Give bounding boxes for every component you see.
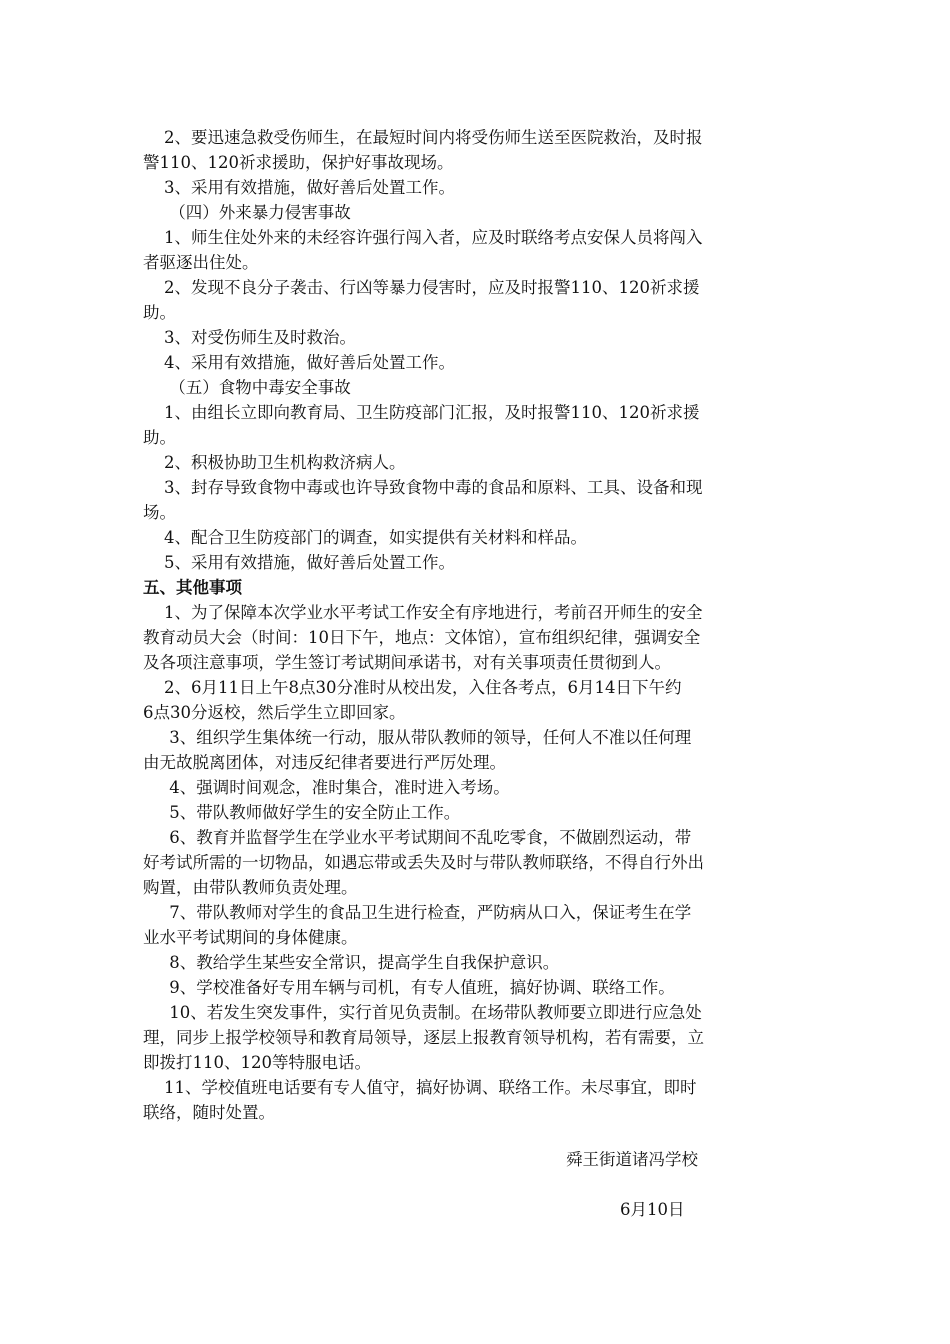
signature-date: 6月10日	[620, 1200, 685, 1219]
text-line: 7、带队教师对学生的食品卫生进行检查，严防病从口入，保证考生在学	[143, 903, 692, 922]
text-line: 联络，随时处置。	[143, 1103, 275, 1122]
paragraph	[143, 550, 808, 575]
paragraph	[143, 450, 808, 475]
text-line: 助。	[143, 303, 176, 322]
text-line: 6点30分返校，然后学生立即回家。	[143, 703, 406, 722]
text-line: 4、强调时间观念，准时集合，准时进入考场。	[143, 778, 510, 797]
text-line: 1、为了保障本次学业水平考试工作安全有序地进行，考前召开师生的安全	[143, 603, 703, 622]
text-line: 5、带队教师做好学生的安全防止工作。	[143, 803, 461, 822]
paragraph	[143, 975, 808, 1000]
paragraph	[143, 900, 808, 950]
text-line: 购置，由带队教师负责处理。	[143, 878, 358, 897]
text-line: 者驱逐出住处。	[143, 253, 259, 272]
paragraph	[143, 1000, 808, 1075]
text-line: 1、由组长立即向教育局、卫生防疫部门汇报，及时报警110、120祈求援	[143, 403, 700, 422]
text-line: 教育动员大会（时间：10日下午，地点：文体馆），宣布组织纪律，强调安全	[143, 628, 701, 647]
text-line: （五）食物中毒安全事故	[143, 378, 351, 397]
text-line: 11、学校值班电话要有专人值守，搞好协调、联络工作。未尽事宜，即时	[143, 1078, 697, 1097]
paragraph	[143, 600, 808, 675]
text-line: 由无故脱离团体，对违反纪律者要进行严厉处理。	[143, 753, 506, 772]
text-line: （四）外来暴力侵害事故	[143, 203, 351, 222]
paragraph	[143, 225, 808, 275]
paragraph	[143, 400, 808, 450]
paragraph	[143, 125, 808, 175]
text-line: 即拨打110、120等特服电话。	[143, 1053, 371, 1072]
section-heading	[143, 575, 808, 600]
paragraph	[143, 525, 808, 550]
paragraph	[143, 775, 808, 800]
text-line: 业水平考试期间的身体健康。	[143, 928, 358, 947]
text-line: 2、积极协助卫生机构救济病人。	[143, 453, 406, 472]
paragraph	[143, 475, 808, 525]
text-line: 2、6月11日上午8点30分准时从校出发，入住各考点，6月14日下午约	[143, 678, 682, 697]
subsection-heading	[143, 200, 808, 225]
text-line: 5、采用有效措施，做好善后处置工作。	[143, 553, 455, 572]
paragraph	[143, 800, 808, 825]
paragraph	[143, 950, 808, 975]
text-line: 3、对受伤师生及时救治。	[143, 328, 356, 347]
text-line: 4、配合卫生防疫部门的调查，如实提供有关材料和样品。	[143, 528, 587, 547]
document-body	[143, 125, 808, 1125]
text-line: 3、采用有效措施，做好善后处置工作。	[143, 178, 455, 197]
text-line: 2、要迅速急救受伤师生，在最短时间内将受伤师生送至医院救治，及时报	[143, 128, 703, 147]
paragraph	[143, 675, 808, 725]
paragraph	[143, 325, 808, 350]
text-line: 10、若发生突发事件，实行首见负责制。在场带队教师要立即进行应急处	[143, 1003, 702, 1022]
text-line: 6、教育并监督学生在学业水平考试期间不乱吃零食，不做剧烈运动，带	[143, 828, 692, 847]
text-line: 1、师生住处外来的未经容许强行闯入者，应及时联络考点安保人员将闯入	[143, 228, 703, 247]
text-line: 2、发现不良分子袭击、行凶等暴力侵害时，应及时报警110、120祈求援	[143, 278, 700, 297]
subsection-heading	[143, 375, 808, 400]
paragraph	[143, 175, 808, 200]
text-line: 好考试所需的一切物品，如遇忘带或丢失及时与带队教师联络，不得自行外出	[143, 853, 704, 872]
text-line: 助。	[143, 428, 176, 447]
text-line: 及各项注意事项，学生签订考试期间承诺书，对有关事项责任贯彻到人。	[143, 653, 671, 672]
text-line: 3、封存导致食物中毒或也许导致食物中毒的食品和原料、工具、设备和现	[143, 478, 703, 497]
paragraph	[143, 725, 808, 775]
text-line: 场。	[143, 503, 176, 522]
paragraph	[143, 275, 808, 325]
paragraph	[143, 350, 808, 375]
text-line: 9、学校准备好专用车辆与司机，有专人值班，搞好协调、联络工作。	[143, 978, 675, 997]
paragraph	[143, 1075, 808, 1125]
text-line: 理，同步上报学校领导和教育局领导，逐层上报教育领导机构，若有需要，立	[143, 1028, 704, 1047]
text-line: 五、其他事项	[143, 578, 242, 597]
text-line: 3、组织学生集体统一行动，服从带队教师的领导，任何人不准以任何理	[143, 728, 692, 747]
text-line: 4、采用有效措施，做好善后处置工作。	[143, 353, 455, 372]
text-line: 警110、120祈求援助，保护好事故现场。	[143, 153, 454, 172]
signature-school: 舜王街道诸冯学校	[566, 1150, 698, 1169]
paragraph	[143, 825, 808, 900]
text-line: 8、教给学生某些安全常识，提高学生自我保护意识。	[143, 953, 560, 972]
